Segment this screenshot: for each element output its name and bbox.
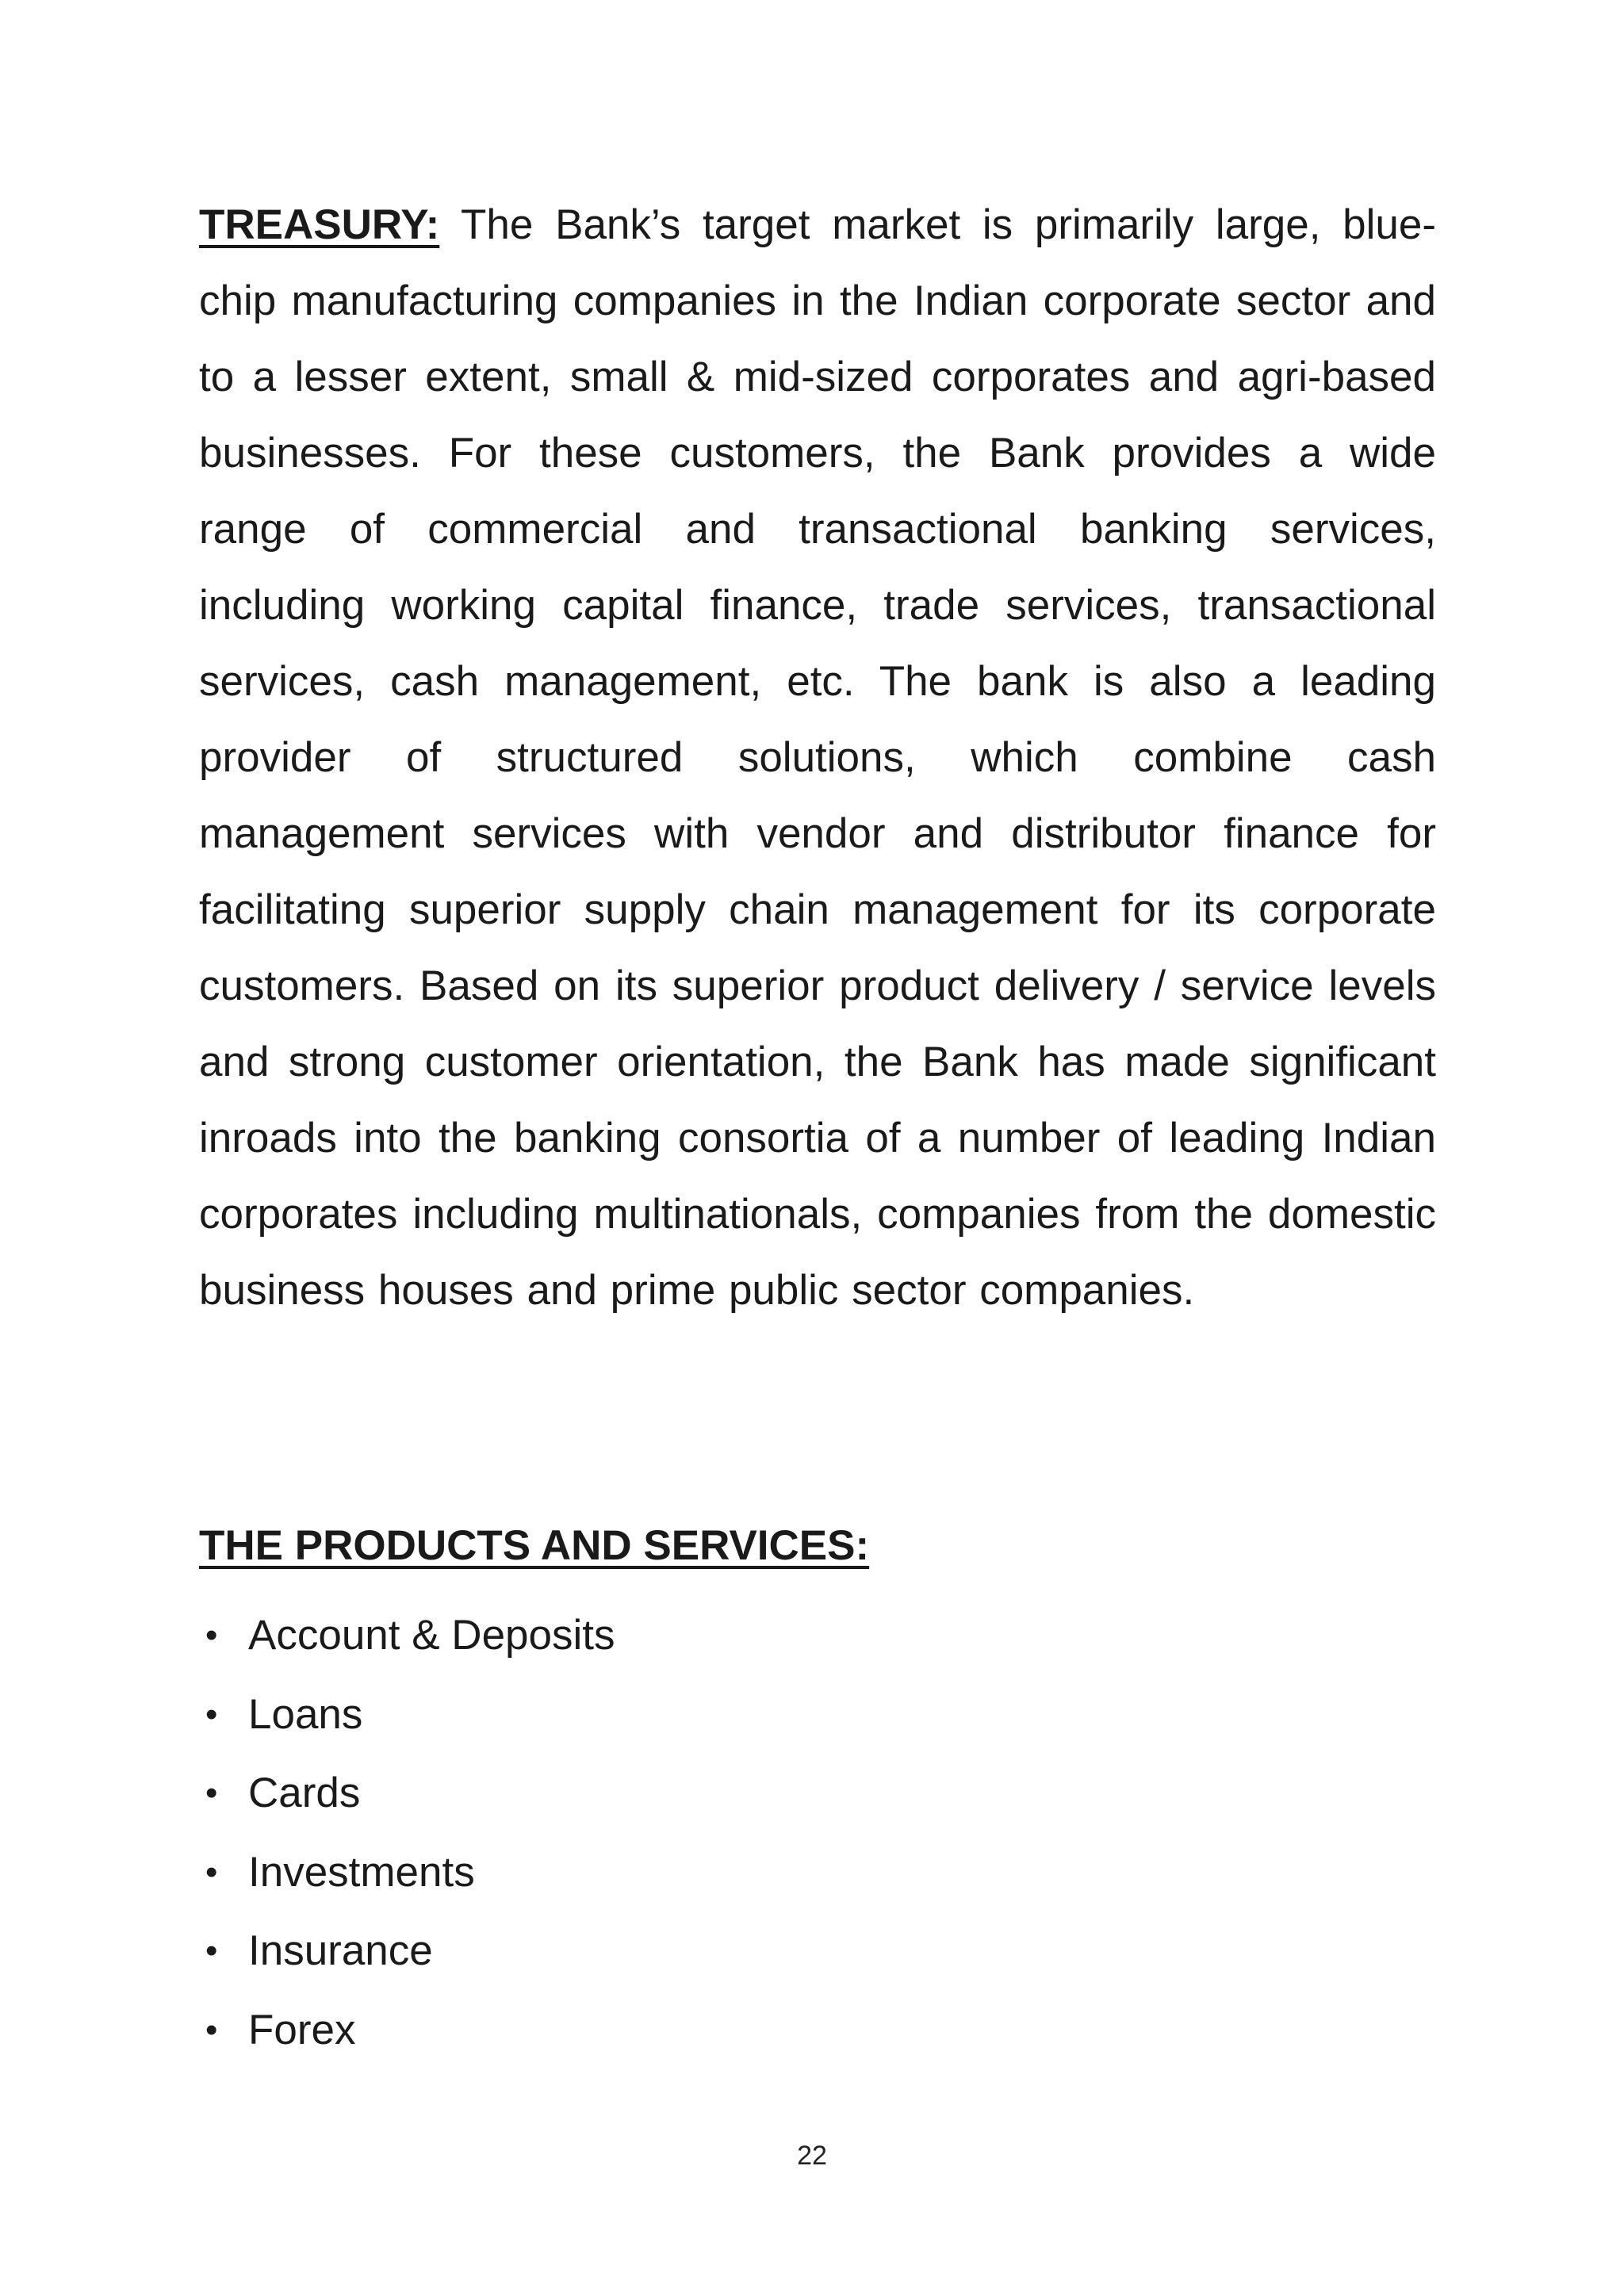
bullet-icon: • [205,1694,218,1734]
list-item-label: Forex [248,2006,356,2053]
treasury-body: The Bank’s target market is primarily large, blue-chip manufacturing companies in the Indian corporate sector and to a lesser extent, small & mid-sized corporates and agri-based businesses. For these customers, the Bank provides a wide range of commercial and transactional banking services, including working capital finance, trade services, transactional services, cash management, etc. The bank is also a leading provider of structured solutions, which combine cash management services with vendor and distributor finance for facilitating superior supply chain management for its corporate customers. Based on its superior product delivery / service levels and strong customer orientation, the Bank has made significant inroads into the banking consortia of a number of leading Indian corporates including multinationals, companies from the domestic business houses and prime public sector companies. [199,201,1436,1314]
bullet-icon: • [205,2010,218,2049]
list-item-label: Account & Deposits [248,1612,615,1659]
list-item-label: Investments [248,1848,475,1896]
page-number: 22 [797,2141,827,2171]
products-services-heading: THE PRODUCTS AND SERVICES: [199,1522,870,1569]
list-item-label: Cards [248,1770,361,1817]
bullet-icon: • [205,1774,218,1813]
list-item [199,1754,615,1833]
list-item-label: Loans [248,1690,363,1738]
treasury-paragraph [199,187,1436,1329]
bullet-icon: • [205,1616,218,1655]
list-item [199,1833,615,1912]
bullet-icon: • [205,1852,218,1892]
treasury-heading: TREASURY: [199,201,440,248]
list-item [199,1675,615,1755]
list-item [199,1911,615,1991]
page-content [199,187,1436,2053]
list-item [199,1596,615,1675]
bullet-icon: • [205,1931,218,1971]
list-item-label: Insurance [248,1927,433,1975]
list-item [199,1991,615,2070]
products-list [199,1596,615,2070]
